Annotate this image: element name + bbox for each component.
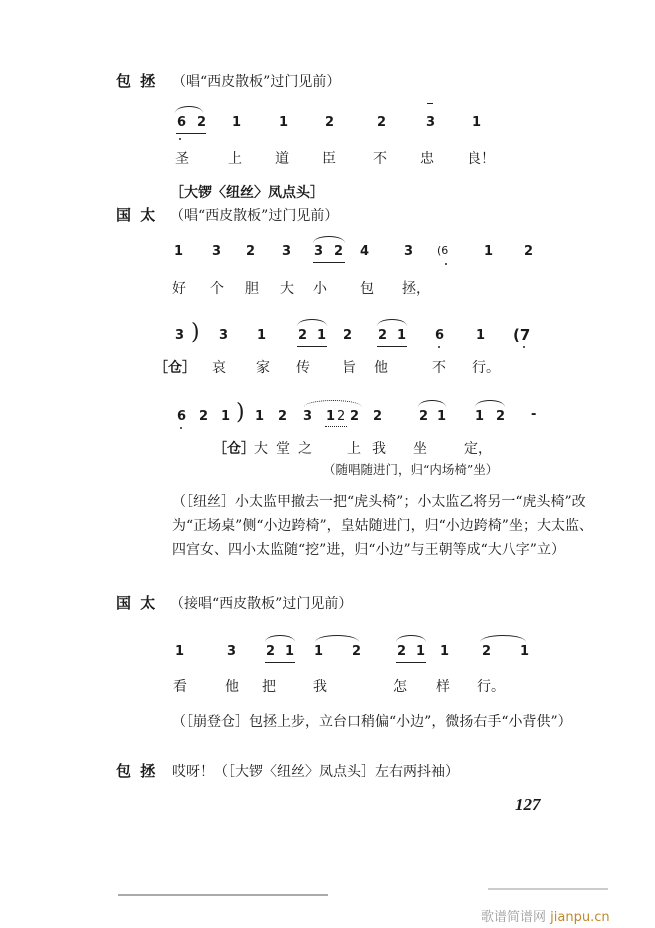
note: 1 bbox=[279, 115, 289, 130]
note: 3 bbox=[227, 644, 237, 659]
role-label-bao-zheng: 包 拯 bbox=[116, 762, 158, 780]
close-paren: ) bbox=[236, 400, 245, 425]
note: 3 bbox=[212, 244, 222, 259]
lyric: 我 bbox=[372, 441, 386, 457]
lyric: 样 bbox=[436, 679, 450, 695]
note: 1 bbox=[416, 644, 426, 659]
underline-beam bbox=[325, 426, 347, 427]
lyric: 旨 bbox=[342, 360, 356, 376]
stage-direction: （唱“西皮散板”过门见前） bbox=[170, 208, 339, 224]
lyric: 坐 bbox=[413, 441, 427, 457]
lyric: 大 bbox=[254, 441, 268, 457]
lyric: 把 bbox=[262, 679, 276, 695]
lyric: 圣 bbox=[175, 151, 189, 167]
lyric: 定， bbox=[464, 441, 492, 457]
note: 3 bbox=[426, 115, 436, 130]
note: 6 bbox=[177, 115, 187, 130]
slur-mark bbox=[297, 319, 327, 326]
slur-mark bbox=[175, 106, 203, 113]
note: 1 bbox=[475, 409, 485, 424]
lyric: 拯， bbox=[402, 281, 430, 297]
percussion-cue: ［仓］ bbox=[213, 441, 255, 457]
stage-direction: （随唱随进门，归“内场椅”坐） bbox=[323, 462, 499, 477]
lyric: 好 bbox=[172, 281, 186, 297]
stage-direction-paragraph: （［纽丝］小太监甲撤去一把“虎头椅”；小太监乙将另一“虎头椅”改为“正场桌”侧“小边跨椅”，皇姑随进门，归“小边跨椅”坐；大太监、四宫女、四小太监随“挖”进，归“小边”与王朝等成“大八字”立） bbox=[172, 494, 593, 558]
lyric: 看 bbox=[173, 679, 187, 695]
underline-beam bbox=[265, 662, 295, 663]
slur-mark bbox=[315, 635, 359, 642]
note: 2 bbox=[377, 115, 387, 130]
watermark-en: jianpu.cn bbox=[550, 910, 610, 925]
note: 1 bbox=[314, 644, 324, 659]
lyric: 忠 bbox=[420, 151, 434, 167]
sustain-dash: - bbox=[531, 407, 537, 422]
stage-direction: （接唱“西皮散板”过门见前） bbox=[170, 596, 353, 612]
low-octave-dot bbox=[180, 427, 182, 429]
slur-mark bbox=[377, 319, 407, 326]
lyric: 堂 bbox=[276, 441, 290, 457]
scan-artifact bbox=[118, 894, 328, 896]
slur-mark bbox=[265, 635, 295, 642]
note: 2 bbox=[496, 409, 506, 424]
note: 2 bbox=[350, 409, 360, 424]
stage-direction-paragraph: （［崩登仓］包拯上步，立台口稍偏“小边”，微扬右手“小背供”） bbox=[172, 714, 572, 730]
low-octave-dot bbox=[523, 346, 525, 348]
note: 2 bbox=[524, 244, 534, 259]
underline-beam bbox=[297, 346, 327, 347]
lyric: 小 bbox=[313, 281, 327, 297]
underline-beam bbox=[377, 346, 407, 347]
low-octave-dot bbox=[438, 346, 440, 348]
lyric: 传 bbox=[296, 360, 310, 376]
note: 1 bbox=[255, 409, 265, 424]
slur-mark bbox=[475, 400, 505, 407]
note: 1 bbox=[520, 644, 530, 659]
underline-beam bbox=[176, 133, 206, 134]
note: 2 bbox=[378, 328, 388, 343]
note: 1 bbox=[174, 244, 184, 259]
note: 2 bbox=[337, 409, 346, 424]
percussion-cue: ［仓］ bbox=[154, 360, 196, 376]
watermark-cn: 歌谱简谱网 bbox=[481, 910, 547, 925]
lyric: 包 bbox=[360, 281, 374, 297]
lyric: 家 bbox=[256, 360, 270, 376]
lyric: 不 bbox=[432, 360, 446, 376]
lyric: 我 bbox=[313, 679, 327, 695]
stage-direction: （唱“西皮散板”过门见前） bbox=[172, 74, 341, 90]
note: 1 bbox=[484, 244, 494, 259]
note: 2 bbox=[325, 115, 335, 130]
slur-mark bbox=[480, 635, 526, 642]
note: 2 bbox=[266, 644, 276, 659]
note: 2 bbox=[419, 409, 429, 424]
percussion-cue: ［大锣〈纽丝〉凤点头］ bbox=[170, 185, 324, 201]
note: 1 bbox=[175, 644, 185, 659]
note: 1 bbox=[221, 409, 231, 424]
note: 2 bbox=[352, 644, 362, 659]
note: 2 bbox=[197, 115, 207, 130]
scan-artifact bbox=[488, 888, 608, 890]
note: 4 bbox=[360, 244, 370, 259]
underline-beam bbox=[396, 662, 426, 663]
note: 6 bbox=[177, 409, 187, 424]
note: 1 bbox=[326, 409, 336, 424]
lyric: 怎 bbox=[393, 679, 407, 695]
lyric: 道 bbox=[275, 151, 289, 167]
lyric: 行。 bbox=[472, 360, 500, 376]
lyric: 个 bbox=[210, 281, 224, 297]
note: 2 bbox=[278, 409, 288, 424]
note: 3 bbox=[175, 328, 185, 343]
note: 3 bbox=[314, 244, 324, 259]
note: 2 bbox=[246, 244, 256, 259]
note: 1 bbox=[440, 644, 450, 659]
lyric: 胆 bbox=[245, 281, 259, 297]
note: 2 bbox=[334, 244, 344, 259]
role-label-guo-tai: 国 太 bbox=[116, 206, 158, 224]
watermark bbox=[481, 906, 610, 925]
slur-mark bbox=[418, 400, 446, 407]
note: 1 bbox=[285, 644, 295, 659]
role-label-guo-tai: 国 太 bbox=[116, 594, 158, 612]
note: 3 bbox=[303, 409, 313, 424]
note: 1 bbox=[437, 409, 447, 424]
lyric: 上 bbox=[347, 441, 361, 457]
note: 2 bbox=[298, 328, 308, 343]
lyric: 臣 bbox=[322, 151, 336, 167]
lyric: 他 bbox=[374, 360, 388, 376]
low-octave-dot bbox=[179, 138, 181, 140]
role-label-bao-zheng: 包 拯 bbox=[116, 72, 158, 90]
lyric: 良！ bbox=[467, 151, 495, 167]
note: 1 bbox=[232, 115, 242, 130]
note: 2 bbox=[373, 409, 383, 424]
spoken-line: 哎呀！（［大锣〈纽丝〉凤点头］左右两抖袖） bbox=[172, 764, 459, 780]
lyric: 他 bbox=[225, 679, 239, 695]
note: 6 bbox=[435, 328, 445, 343]
low-octave-dot bbox=[445, 263, 447, 265]
note: (6 bbox=[437, 244, 449, 257]
note: 2 bbox=[397, 644, 407, 659]
note: 2 bbox=[343, 328, 353, 343]
note: 3 bbox=[282, 244, 292, 259]
note: 1 bbox=[472, 115, 482, 130]
note: 1 bbox=[257, 328, 267, 343]
lyric: 上 bbox=[228, 151, 242, 167]
note: 1 bbox=[397, 328, 407, 343]
lyric: 不 bbox=[373, 151, 387, 167]
slur-mark bbox=[304, 400, 362, 407]
high-octave-mark bbox=[427, 103, 433, 104]
slur-mark bbox=[313, 236, 345, 243]
lyric: 哀 bbox=[212, 360, 226, 376]
note: 3 bbox=[219, 328, 229, 343]
note: 3 bbox=[404, 244, 414, 259]
close-paren: ) bbox=[191, 320, 200, 345]
note: 1 bbox=[476, 328, 486, 343]
underline-beam bbox=[313, 262, 345, 263]
lyric: 之 bbox=[298, 441, 312, 457]
lyric: 大 bbox=[280, 281, 294, 297]
note: 1 bbox=[317, 328, 327, 343]
note: 2 bbox=[482, 644, 492, 659]
page-number: 127 bbox=[515, 795, 541, 814]
note: 2 bbox=[199, 409, 209, 424]
slur-mark bbox=[396, 635, 426, 642]
note: (7 bbox=[513, 326, 531, 344]
lyric: 行。 bbox=[477, 679, 505, 695]
